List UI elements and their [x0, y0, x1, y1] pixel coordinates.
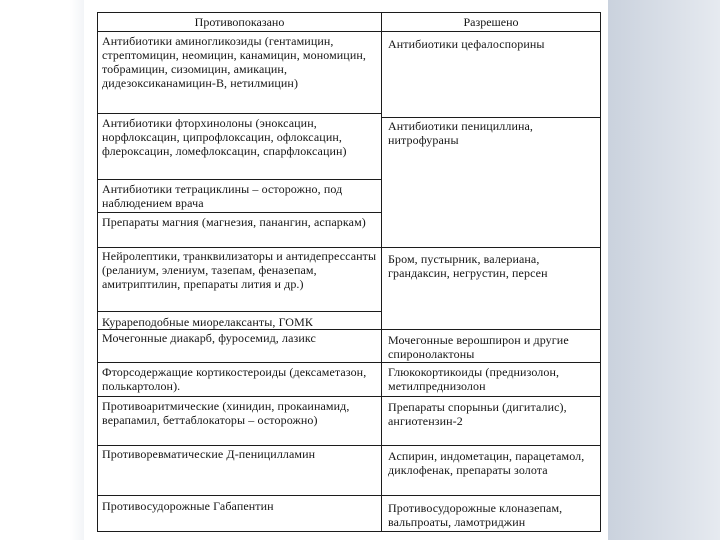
- row-7-contraindicated: Мочегонные диакарб, фуросемид, лазикс: [102, 331, 316, 345]
- row-8-contraindicated: Фторсодержащие кортикостероиды (дексаметазон, полькартолон).: [102, 365, 367, 393]
- row-divider: [98, 179, 382, 180]
- row-divider: [98, 311, 382, 312]
- row-divider: [98, 362, 600, 363]
- contraindications-table: [97, 12, 601, 532]
- header-contraindicated: Противопоказано: [194, 15, 285, 29]
- row-divider: [98, 247, 600, 248]
- header-divider: [98, 31, 600, 32]
- row-divider: [98, 212, 382, 213]
- slide-page: [84, 0, 608, 540]
- row-5-contraindicated: Нейролептики, транквилизаторы и антидепрессанты (реланиум, элениум, тазепам, феназепам, амитриптилин, препараты лития и др.): [102, 249, 377, 291]
- header-allowed: Разрешено: [463, 15, 519, 29]
- row-2-contraindicated: Антибиотики фторхинолоны (эноксацин, норфлоксацин, ципрофлоксацин, офлоксацин, флероксацин, ломефлоксацин, спарфлоксацин): [102, 116, 347, 158]
- row-11-allowed: Противосудорожные клоназепам, вальпроаты, ламотриджин: [388, 501, 563, 529]
- row-1-contraindicated: Антибиотики аминогликозиды (гентамицин, стрептомицин, неомицин, канамицин, мономицин, тобрамицин, сизомицин, амикацин, дидезоксиканамицин-В, нетилмицин): [102, 34, 366, 90]
- row-5-allowed: Бром, пустырник, валериана, грандаксин, негрустин, персен: [388, 252, 548, 280]
- row-divider: [98, 495, 600, 496]
- row-6-contraindicated: Курареподобные миорелаксанты, ГОМК: [102, 315, 313, 329]
- row-divider: [98, 113, 382, 114]
- row-10-allowed: Аспирин, индометацин, парацетамол, диклофенак, препараты золота: [388, 449, 585, 477]
- row-9-allowed: Препараты спорыньи (дигиталис), ангиотензин-2: [388, 400, 567, 428]
- row-3-contraindicated: Антибиотики тетрациклины – осторожно, под наблюдением врача: [102, 182, 343, 210]
- row-4-contraindicated: Препараты магния (магнезия, панангин, аспаркам): [102, 215, 366, 229]
- row-2-allowed: Антибиотики пенициллина, нитрофураны: [388, 119, 534, 147]
- row-divider: [98, 329, 600, 330]
- row-10-contraindicated: Противоревматические Д-пеницилламин: [102, 447, 316, 461]
- row-1-allowed: Антибиотики цефалоспорины: [388, 37, 545, 51]
- row-7-allowed: Мочегонные верошпирон и другие спиронолактоны: [388, 333, 569, 361]
- row-divider: [382, 117, 600, 118]
- row-divider: [98, 445, 600, 446]
- row-9-contraindicated: Противоаритмические (хинидин, прокаинамид, верапамил, беттаблокаторы – осторожно): [102, 399, 350, 427]
- row-8-allowed: Глюкокортикоиды (преднизолон, метилпреднизолон: [388, 365, 560, 393]
- row-11-contraindicated: Противосудорожные Габапентин: [102, 499, 274, 513]
- row-divider: [98, 396, 600, 397]
